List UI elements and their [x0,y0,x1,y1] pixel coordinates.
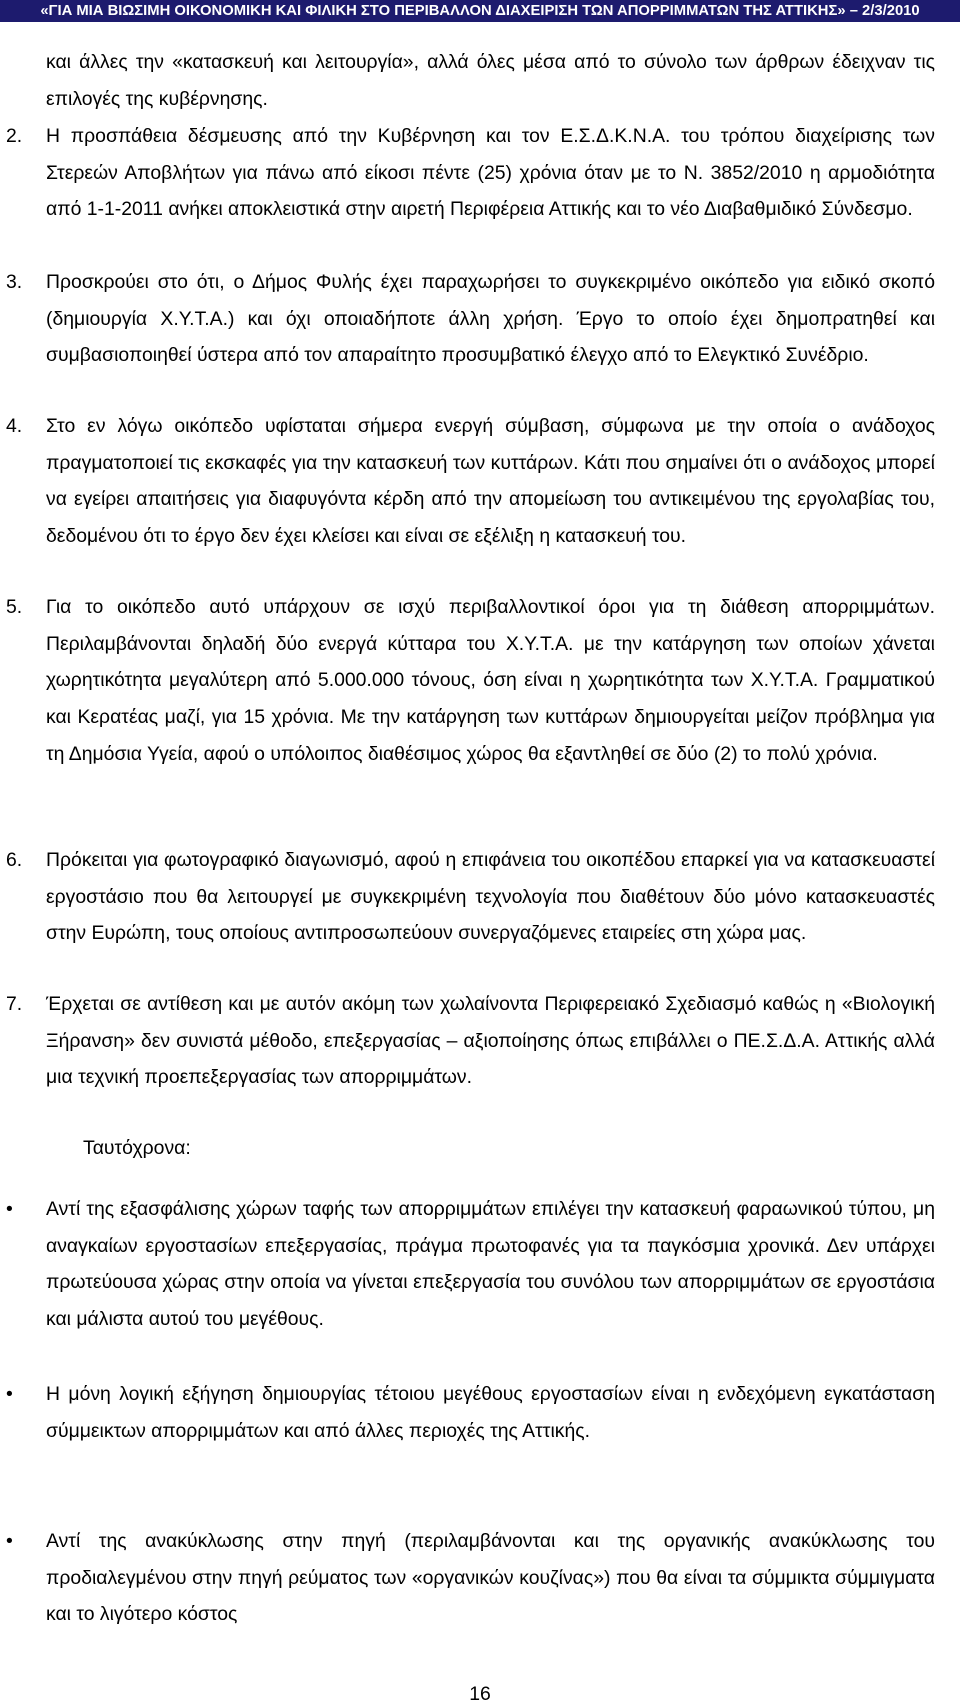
bullet-text: Αντί της ανακύκλωσης στην πηγή (περιλαμβάνονται και της οργανικής ανακύκλωσης του προδιαλεγμένου στην πηγή ρεύματος των «οργανικών κουζίνας») που θα είναι τα σύμμικτα σύμμιγματα και το λιγότερο κόστος [46,1530,935,1626]
page-number: 16 [469,1683,491,1705]
header-text: «ΓΙΑ ΜΙΑ ΒΙΩΣΙΜΗ ΟΙΚΟΝΟΜΙΚΗ ΚΑΙ ΦΙΛΙΚΗ ΣΤΟ ΠΕΡΙΒΑΛΛΟΝ ΔΙΑΧΕΙΡΙΣΗ ΤΩΝ ΑΠΟΡΡΙΜΜΑΤΩΝ ΤΗΣ ΑΤΤΙΚΗΣ» – 2/3/2010 [40,3,920,19]
bullet-dot-icon: • [6,1198,13,1220]
item-text: Η προσπάθεια δέσμευσης από την Κυβέρνηση και τον Ε.Σ.Δ.Κ.Ν.Α. του τρόπου διαχείρισης των Στερεών Αποβλήτων για πάνω από είκοσι πέντε (25) χρόνια όταν με το Ν. 3852/2010 η αρμοδιότητα από 1-1-2011 ανήκει αποκλειστικά στην αιρετή Περιφέρεια Αττικής και το νέο Διαβαθμιδικό Σύνδεσμο. [46,125,935,221]
item-text: Έρχεται σε αντίθεση και με αυτόν ακόμη των χωλαίνοντα Περιφερειακό Σχεδιασμό καθώς η «Βιολογική Ξήρανση» δεν συνιστά μέθοδο, επεξεργασίας – αξιοποίησης όπως επιβάλλει ο ΠΕ.Σ.Δ.Α. Αττικής αλλά μια τεχνική προεπεξεργασίας των απορριμμάτων. [46,993,935,1089]
document-header [0,0,960,22]
intro-paragraph: και άλλες την «κατασκευή και λειτουργία», αλλά όλες μέσα από το σύνολο των άρθρων έδειχναν τις επιλογές της κυβέρνησης. [46,51,935,110]
item-text: Για το οικόπεδο αυτό υπάρχουν σε ισχύ περιβαλλοντικοί όροι για τη διάθεση απορριμμάτων. Περιλαμβάνονται δηλαδή δύο ενεργά κύτταρα του Χ.Υ.Τ.Α. με την κατάργηση των οποίων χάνεται χωρητικότητα μεγαλύτερη από 5.000.000 τόνους, όση είναι η χωρητικότητα των Χ.Υ.Τ.Α. Γραμματικού και Κερατέας μαζί, για 15 χρόνια. Με την κατάργηση των κυττάρων δημιουργείται μείζον πρόβλημα για τη Δημόσια Υγεία, αφού ο υπόλοιπος διαθέσιμος χώρος θα εξαντληθεί σε δύο (2) το πολύ χρόνια. [46,596,935,765]
item-number: 3. [6,271,23,293]
item-number: 6. [6,849,23,871]
bullet-dot-icon: • [6,1530,13,1552]
item-text: Προσκρούει στο ότι, ο Δήμος Φυλής έχει παραχωρήσει το συγκεκριμένο οικόπεδο για ειδικό σκοπό (δημιουργία Χ.Υ.Τ.Α.) και όχι οποιαδήποτε άλλη χρήση. Έργο το οποίο έχει δημοπρατηθεί και συμβασιοποιηθεί ύστερα από τον απαραίτητο προσυμβατικό έλεγχο από το Ελεγκτικό Συνέδριο. [46,271,935,367]
item-text: Πρόκειται για φωτογραφικό διαγωνισμό, αφού η επιφάνεια του οικοπέδου επαρκεί για να κατασκευαστεί εργοστάσιο που θα λειτουργεί με συγκεκριμένη τεχνολογία που διαθέτουν δύο μόνο κατασκευαστές στην Ευρώπη, τους οποίους αντιπροσωπεύουν συνεργαζόμενες εταιρείες στη χώρα μας. [46,849,935,945]
item-number: 2. [6,125,23,147]
simultaneously-label: Ταυτόχρονα: [83,1137,191,1159]
bullet-text: Αντί της εξασφάλισης χώρων ταφής των απορριμμάτων επιλέγει την κατασκευή φαραωνικού τύπου, μη αναγκαίων εργοστασίων επεξεργασίας, πράγμα πρωτοφανές για τα παγκόσμια χρονικά. Δεν υπάρχει πρωτεύουσα χώρας στην οποία να γίνεται επεξεργασία του συνόλου των απορριμμάτων σε εργοστάσια και μάλιστα αυτού του μεγέθους. [46,1198,935,1331]
bullet-text: Η μόνη λογική εξήγηση δημιουργίας τέτοιου μεγέθους εργοστασίων είναι η ενδεχόμενη εγκατάσταση σύμμεικτων απορριμμάτων και από άλλες περιοχές της Αττικής. [46,1383,935,1442]
item-number: 7. [6,993,23,1015]
bullet-dot-icon: • [6,1383,13,1405]
item-number: 4. [6,415,23,437]
item-number: 5. [6,596,23,618]
item-text: Στο εν λόγω οικόπεδο υφίσταται σήμερα ενεργή σύμβαση, σύμφωνα με την οποία ο ανάδοχος πραγματοποιεί τις εκσκαφές για την κατασκευή των κυττάρων. Κάτι που σημαίνει ότι ο ανάδοχος μπορεί να εγείρει απαιτήσεις για διαφυγόντα κέρδη από την απομείωση του αντικειμένου της εργολαβίας του, δεδομένου ότι το έργο δεν έχει κλείσει και είναι σε εξέλιξη η κατασκευή του. [46,415,935,548]
